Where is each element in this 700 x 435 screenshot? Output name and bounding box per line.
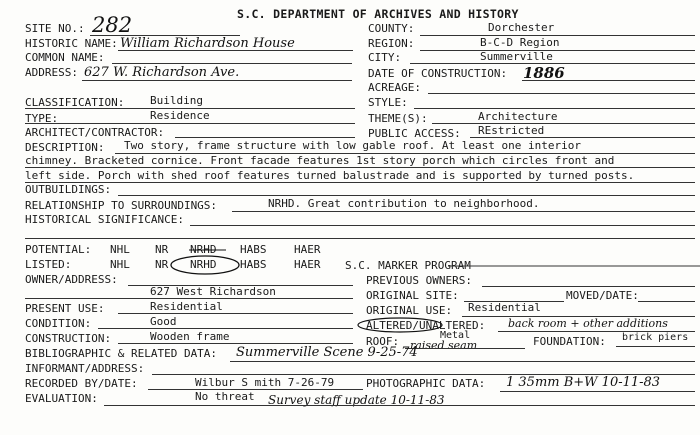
public-access-label: PUBLIC ACCESS: (368, 127, 461, 140)
type-value: Residence (150, 109, 210, 122)
city-label: CITY: (368, 51, 402, 64)
listed-nr: NR (155, 258, 169, 271)
relationship-label: RELATIONSHIP TO SURROUNDINGS: (25, 199, 218, 212)
description-line1: Two story, frame structure with low gable roof. At least one interior (124, 139, 581, 152)
roof-value: raised seam (410, 339, 478, 352)
owner-address-label: OWNER/ADDRESS: (25, 273, 118, 286)
acreage-label: ACREAGE: (368, 81, 421, 94)
potential-nr: NR (155, 243, 169, 256)
potential-nrhd: NRHD (190, 243, 217, 256)
construction-value: Wooden frame (150, 330, 230, 343)
site-no-label: SITE NO.: (25, 22, 85, 35)
style-label: STYLE: (368, 96, 408, 109)
condition-label: CONDITION: (25, 317, 92, 330)
altered-circle-mark (358, 318, 442, 332)
altered-label: ALTERED/UNALTERED: (366, 319, 486, 332)
public-access-value: REstricted (478, 124, 545, 137)
potential-nhl: NHL (110, 243, 130, 256)
condition-value: Good (150, 315, 177, 328)
listed-label: LISTED: (25, 258, 72, 271)
historic-name-label: HISTORIC NAME: (25, 37, 118, 50)
informant-label: INFORMANT/ADDRESS: (25, 362, 145, 375)
region-value: B-C-D Region (480, 36, 560, 49)
outbuildings-label: OUTBUILDINGS: (25, 183, 112, 196)
site-no-value: 282 (92, 13, 133, 37)
date-of-construction-value: 1886 (523, 64, 565, 82)
description-line2: chimney. Bracketed cornice. Front facade features 1st story porch which circles front and (25, 154, 615, 167)
foundation-value: brick piers (622, 332, 689, 343)
listed-nhl: NHL (110, 258, 130, 271)
original-use-label: ORIGINAL USE: (366, 304, 453, 317)
listed-haer: HAER (294, 258, 321, 271)
evaluation-label: EVALUATION: (25, 392, 98, 405)
present-use-label: PRESENT USE: (25, 302, 105, 315)
relationship-value: NRHD. Great contribution to neighborhood. (268, 197, 540, 210)
photographic-value: 1 35mm B+W 10-11-83 (506, 375, 661, 390)
city-value: Summerville (480, 50, 553, 63)
owner-address-value: 627 West Richardson (150, 285, 276, 298)
bibliographic-label: BIBLIOGRAPHIC & RELATED DATA: (25, 347, 218, 360)
address-value: 627 W. Richardson Ave. (84, 65, 240, 80)
theme-label: THEME(S): (368, 112, 428, 125)
recorded-by-label: RECORDED BY/DATE: (25, 377, 138, 390)
significance-label: HISTORICAL SIGNIFICANCE: (25, 213, 184, 226)
previous-owners-label: PREVIOUS OWNERS: (366, 274, 472, 287)
construction-label: CONSTRUCTION: (25, 332, 112, 345)
county-value: Dorchester (488, 21, 555, 34)
potential-habs: HABS (240, 243, 267, 256)
original-use-value: Residential (468, 301, 541, 314)
bibliographic-value: Summerville Scene 9-25-74 (236, 345, 418, 360)
date-of-construction-label: DATE OF CONSTRUCTION: (368, 67, 508, 80)
description-label: DESCRIPTION: (25, 141, 105, 154)
altered-value: back room + other additions (508, 317, 668, 330)
recorded-by-value: Wilbur S mith 7-26-79 (195, 376, 335, 389)
region-label: REGION: (368, 37, 415, 50)
original-site-label: ORIGINAL SITE: (366, 289, 459, 302)
form-title: S.C. DEPARTMENT OF ARCHIVES AND HISTORY (237, 7, 519, 21)
present-use-value: Residential (150, 300, 223, 313)
listed-nrhd: NRHD (190, 258, 217, 271)
listed-habs: HABS (240, 258, 267, 271)
evaluation-value: Survey staff update 10-11-83 (268, 393, 445, 407)
photographic-label: PHOTOGRAPHIC DATA: (366, 377, 486, 390)
marker-program-title: S.C. MARKER PROGRAM (345, 259, 471, 272)
address-label: ADDRESS: (25, 66, 78, 79)
classification-label: CLASSIFICATION: (25, 96, 125, 109)
theme-value: Architecture (478, 110, 558, 123)
description-line3: left side. Porch with shed roof features turned balustrade and is supported by turned posts. (25, 169, 635, 182)
roof-typed-value: Metal (440, 330, 471, 341)
foundation-label: FOUNDATION: (533, 335, 606, 348)
architect-label: ARCHITECT/CONTRACTOR: (25, 126, 165, 139)
common-name-label: COMMON NAME: (25, 51, 105, 64)
county-label: COUNTY: (368, 22, 415, 35)
moved-date-label: MOVED/DATE: (566, 289, 639, 302)
evaluation-typed-value: No threat (195, 390, 255, 403)
historic-name-value: William Richardson House (120, 36, 295, 51)
potential-label: POTENTIAL: (25, 243, 92, 256)
nrhd-circle-mark (171, 256, 239, 274)
potential-haer: HAER (294, 243, 321, 256)
type-label: TYPE: (25, 112, 59, 125)
roof-label: ROOF: (366, 335, 400, 348)
classification-value: Building (150, 94, 203, 107)
